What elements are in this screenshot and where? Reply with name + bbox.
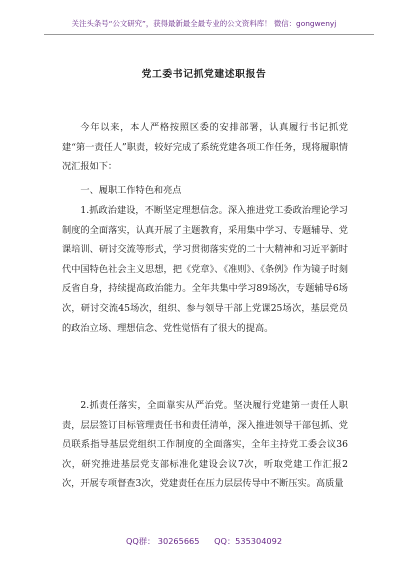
document-body-intro (62, 118, 348, 177)
footer-qq: QQ：535304092 (214, 536, 283, 546)
page-footer (0, 536, 408, 547)
intro-paragraph: 今年以来，本人严格按照区委的安排部署，认真履行书记抓党建“第一责任人”职责，较好完成了系统党建各项工作任务，现将履职情况汇报如下： (62, 122, 348, 173)
document-body-para2 (62, 396, 348, 494)
paragraph-political-building: 1.抓政治建设，不断坚定理想信念。深入推进党工委政治理论学习制度的全面落实，认真开展了主题教育，采用集中学习、专题辅导、党课培训、研讨交流等形式，学习贯彻落实党的二十大精神和习近平新时代中国特色社会主义思想，把《党章》、《准则》、《条例》作为镜子时刻反省自身，持续提高政治能力。全年共集中学习89场次，专题辅导6场次，研讨交流45场次，组织、参与领导干部上党课25场次，基层党员的政治立场、理想信念、党性觉悟有了很大的提高。 (62, 205, 348, 334)
paragraph-responsibility: 2.抓责任落实，全面靠实从严治党。坚决履行党建第一责任人职责，层层签订目标管理责任书和责任清单，深入推进领导干部包抓、党员联系指导基层党组织工作制度的全面落实，全年主持党工委会议36次，研究推进基层党支部标准化建设会议7次，听取党建工作汇报2次，开展专项督查3次，党建责任在压力层层传导中不断压实。高质量 (62, 400, 348, 490)
footer-qq-group: QQ群： 30265665 (125, 536, 200, 546)
page-header: 关注头条号“公文研究”，获得最新最全最专业的公文资料库！ 微信：gongwenyj (71, 19, 337, 28)
document-title: 党工委书记抓党建述职报告 (141, 69, 267, 80)
document-body-para1 (62, 201, 348, 338)
header-divider (44, 34, 374, 35)
section-heading: 一、履职工作特色和亮点 (80, 185, 182, 196)
document-body-heading (62, 181, 348, 201)
